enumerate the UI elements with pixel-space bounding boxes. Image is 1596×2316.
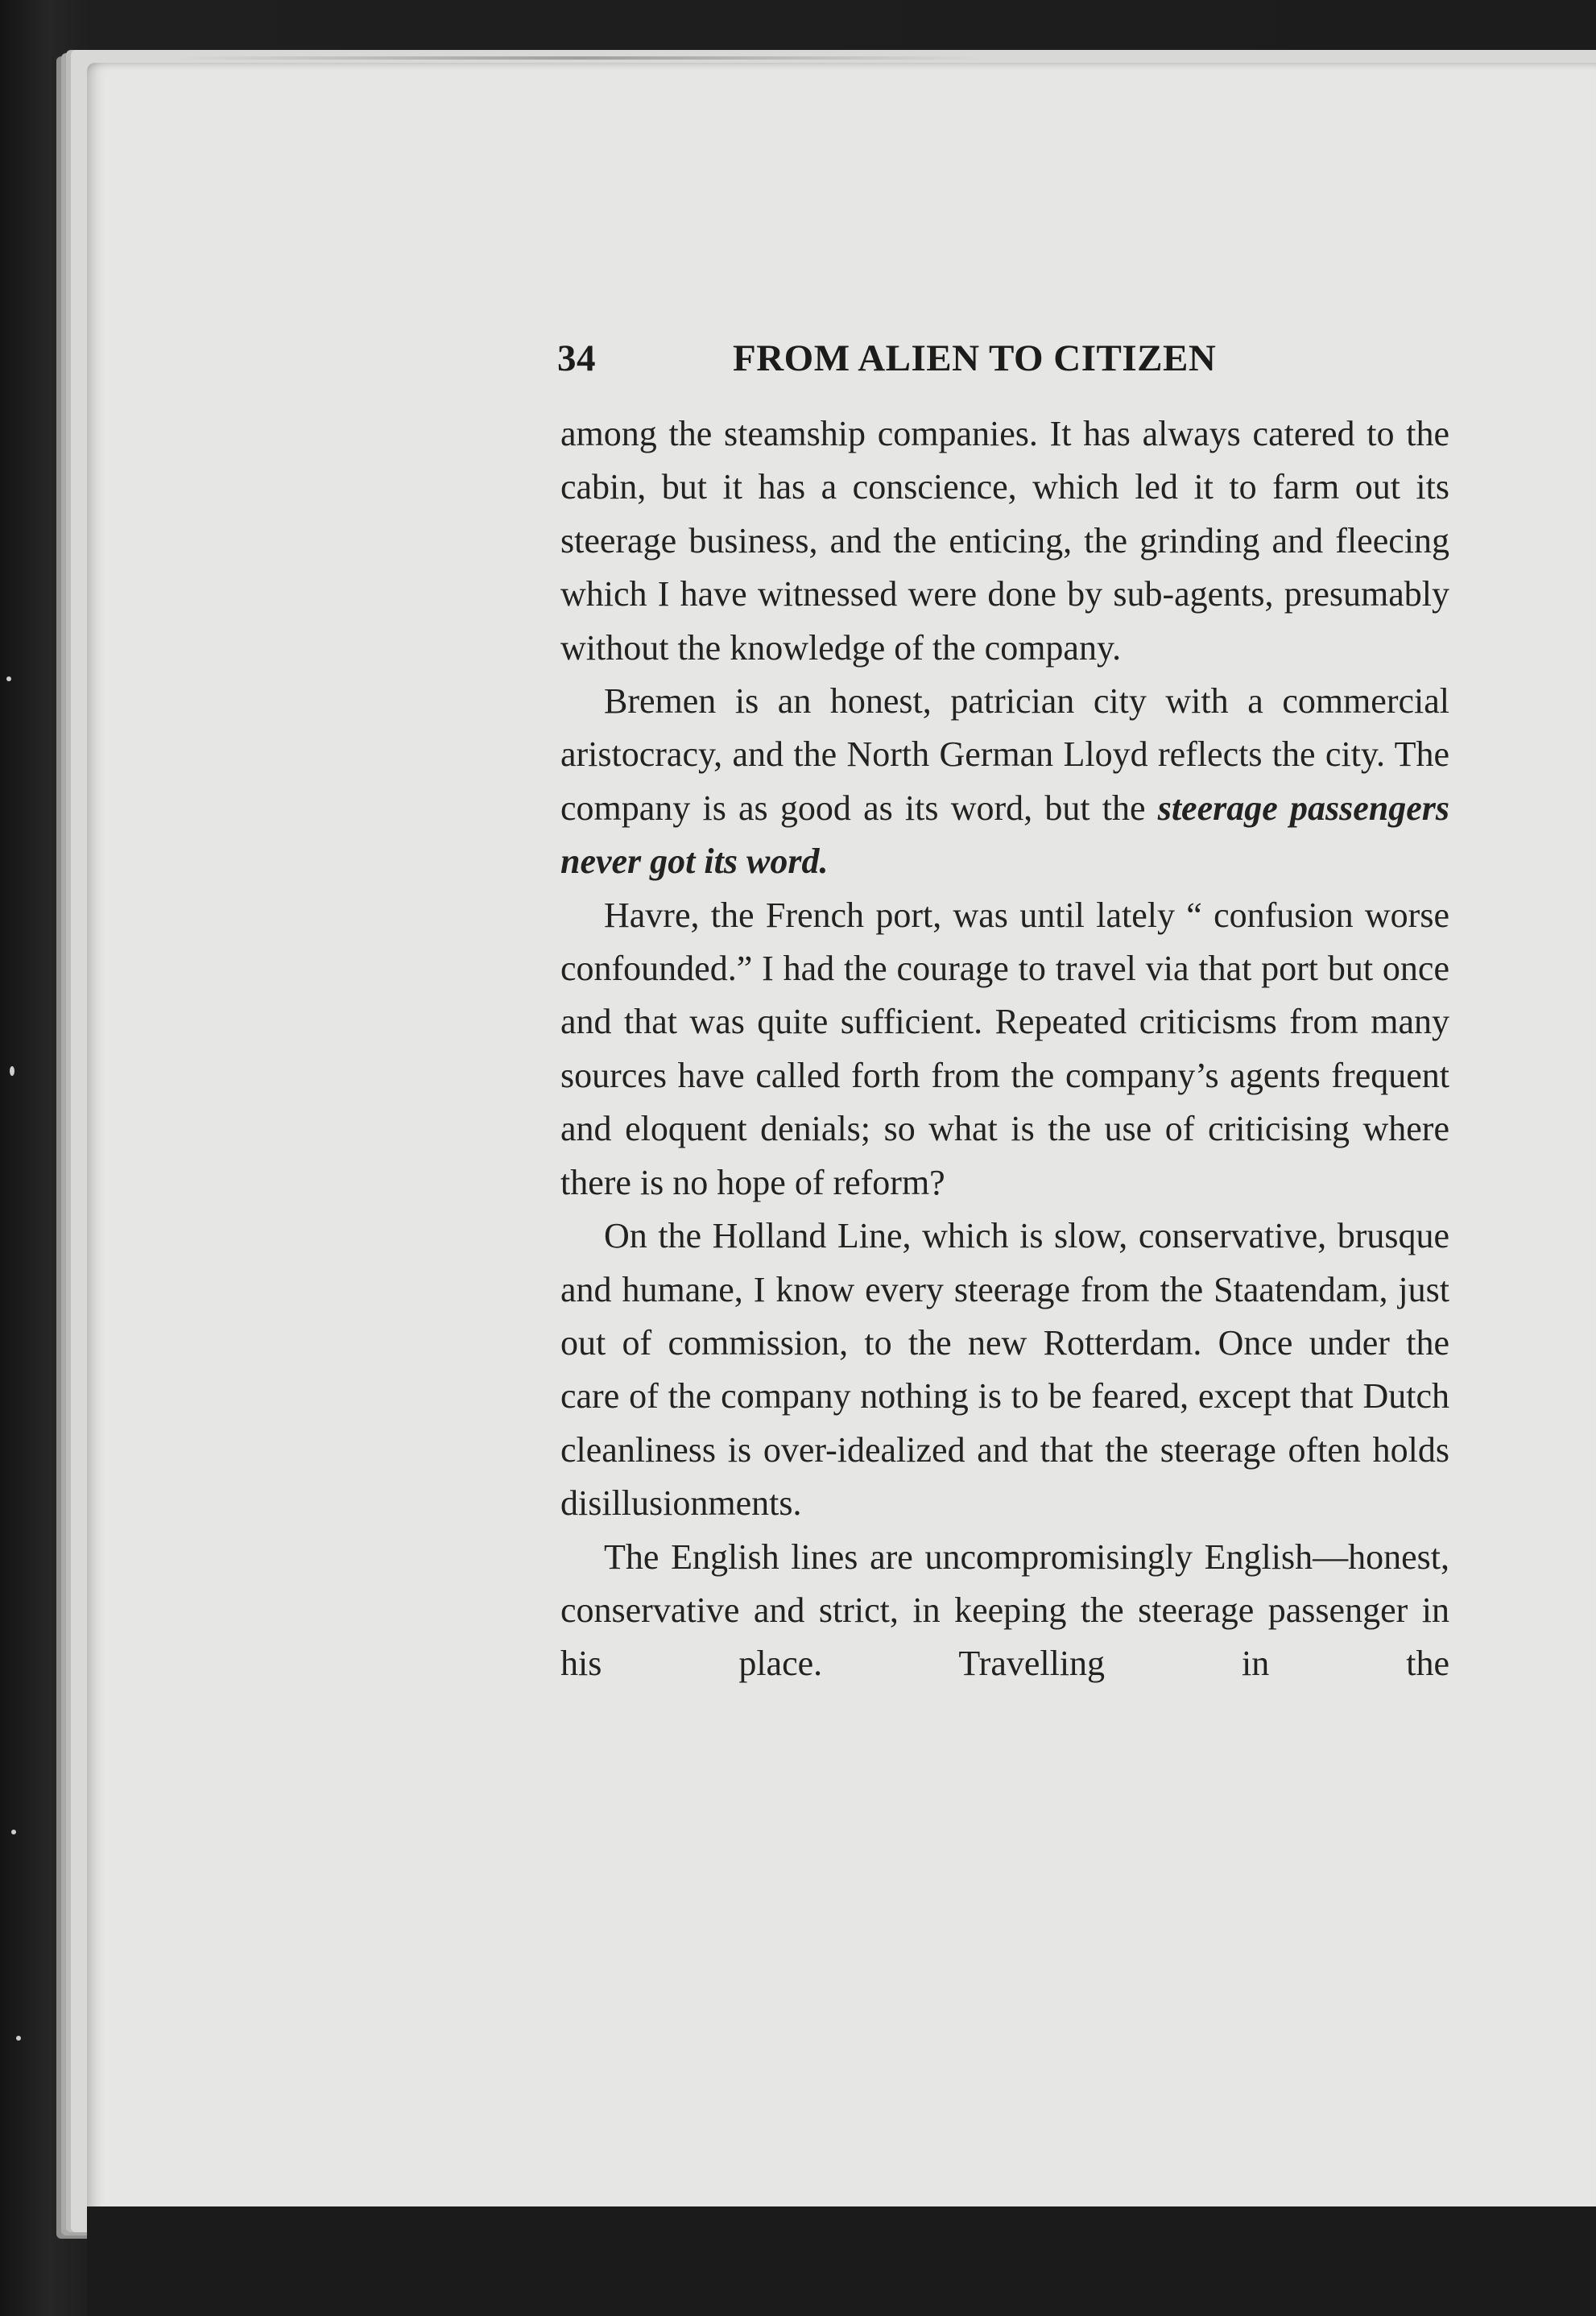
paragraph-1: among the steamship companies. It has always catered to the cabin, but it has a conscience, which led it to farm out its steerage business, and the enticing, the grinding and fleecing which I have witnessed were done by sub-agents, presumably without the knowledge of the company. [560, 414, 1449, 668]
speck-mark [10, 1066, 14, 1076]
page-header [557, 337, 1459, 390]
paragraph-2-text: Bremen is an honest, patrician city with a commercial aristocracy, and the North German Lloyd reflects the city. The company is as good as its word, but the [560, 681, 1449, 828]
speck-mark [6, 676, 11, 681]
page-number: 34 [557, 337, 596, 379]
paragraph-2-italic: steerage passengers never got its word. [560, 788, 1449, 882]
paragraph-5: The English lines are uncompromisingly English—honest, conservative and strict, in keeping the steerage passenger in his place. Travelling in the [560, 1536, 1449, 1684]
paragraph-3: Havre, the French port, was until lately “ confusion worse confounded.” I had the courage to travel via that port but once and that was quite sufficient. Repeated criticisms from many sources have called forth from the company’s agents frequent and eloquent denials; so what is the use of criticising where there is no hope of reform? [560, 895, 1449, 1202]
speck-mark [16, 2036, 21, 2041]
scan-bottom-margin [87, 2206, 1596, 2316]
paragraph-4: On the Holland Line, which is slow, conservative, brusque and humane, I know every steerage from the Staatendam, just out of commission, to the new Rotterdam. Once under the care of the company nothing is to be feared, except that Dutch cleanliness is over-idealized and that the steerage often holds disillusionments. [560, 1216, 1449, 1524]
speck-mark [11, 1830, 16, 1834]
running-head: FROM ALIEN TO CITIZEN [733, 337, 1217, 379]
paragraph-2 [560, 675, 1449, 889]
body-text [560, 407, 1449, 1691]
scan-margin [0, 0, 72, 2316]
page-top-edge [177, 56, 982, 60]
